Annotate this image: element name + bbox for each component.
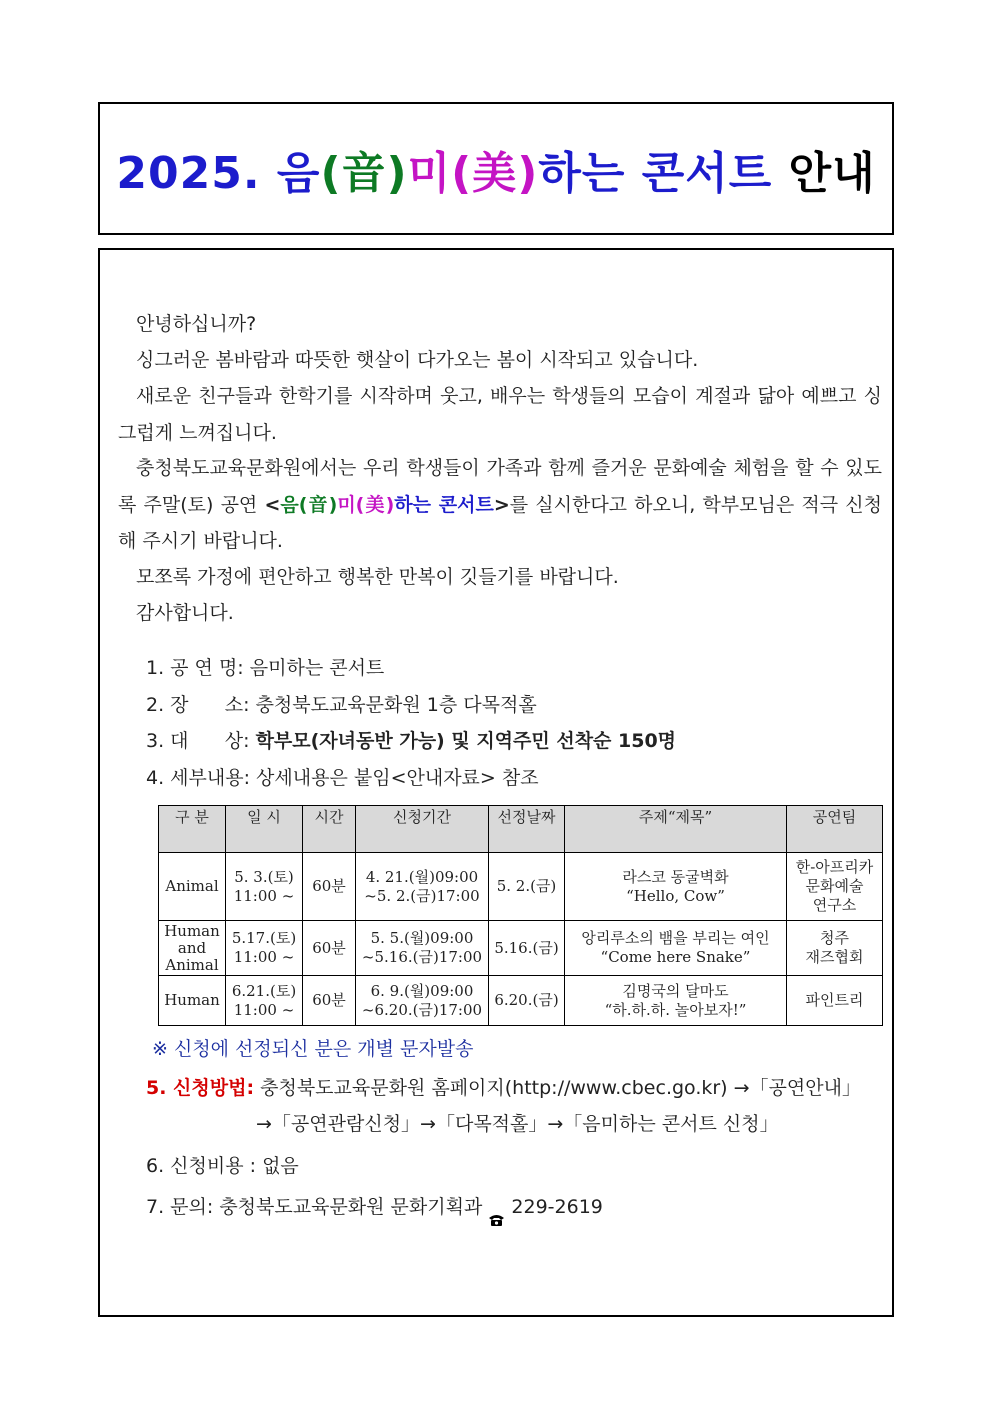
header-theme-line2: “제목” — [667, 808, 713, 826]
cell-theme: 라스코 동굴벽화 “Hello, Cow” — [565, 853, 787, 921]
method-line1 — [146, 1070, 861, 1106]
info-item-details — [146, 760, 886, 797]
header-theme-line1: 주제 — [638, 808, 668, 826]
cell-period: 4. 21.(월)09:00 ~5. 2.(금)17:00 — [356, 853, 489, 921]
cell-team: 청주 재즈협회 — [787, 921, 883, 976]
concert-bracket-close: > — [493, 493, 510, 516]
info-item-name — [146, 650, 886, 687]
application-method — [146, 1070, 861, 1142]
concert-name-rest: 하는 콘서트 — [394, 493, 494, 516]
table-header-row — [159, 806, 883, 853]
info-value: 충청북도교육문화원 1층 다목적홀 — [255, 693, 537, 716]
cell-period: 6. 9.(월)09:00 ~6.20.(금)17:00 — [356, 976, 489, 1026]
cell-theme: 앙리루소의 뱀을 부리는 여인 “Come here Snake” — [565, 921, 787, 976]
cell-time: 60분 — [303, 976, 356, 1026]
info-value: 음미하는 콘서트 — [249, 657, 385, 679]
header-period: 신청기간 — [356, 806, 489, 853]
cell-selection: 5. 2.(금) — [489, 853, 565, 921]
title-word-haneun: 하는 — [538, 147, 626, 199]
cell-selection: 5.16.(금) — [489, 921, 565, 976]
cell-theme: 김명국의 달마도 “하.하.하. 놀아보자!” — [565, 976, 787, 1026]
concert-name-mi: 미(美) — [337, 493, 395, 516]
title-word-annae: 안내 — [788, 147, 876, 199]
header-team: 공연팀 — [787, 806, 883, 853]
table-row — [159, 921, 883, 976]
info-value: 상세내용은 붙임<안내자료> 참조 — [256, 766, 539, 789]
info-label: 1. 공 연 명: — [146, 657, 244, 679]
info-label: 2. 장 소: — [146, 693, 250, 716]
header-date: 일 시 — [226, 806, 303, 853]
cost-and-contact — [146, 1146, 603, 1228]
table-row — [159, 976, 883, 1026]
info-label: 4. 세부내용: — [146, 766, 250, 789]
info-item-target — [146, 723, 886, 760]
cell-category: Animal — [159, 853, 226, 921]
info-list — [146, 650, 886, 796]
cell-team: 한-아프리카 문화예술 연구소 — [787, 853, 883, 921]
concert-bracket-open: < — [264, 493, 281, 516]
header-selection: 선정날짜 — [489, 806, 565, 853]
selection-notice: ※ 신청에 선정되신 분은 개별 문자발송 — [152, 1038, 474, 1060]
method-path-1: 충청북도교육문화원 홈페이지(http://www.cbec.go.kr) →「공연안내」 — [260, 1077, 861, 1099]
info-item-venue — [146, 687, 886, 724]
method-path-2: →「공연관람신청」→「다목적홀」→「음미하는 콘서트 신청」 — [256, 1113, 779, 1135]
cell-team: 파인트리 — [787, 976, 883, 1026]
invitation-text-before: 충청북도교육문화원에서는 우리 학생들이 가족과 함께 즐거운 문화예술 체험을 할 수 있도록 주말(토) 공연 — [118, 457, 882, 516]
cell-period: 5. 5.(월)09:00 ~5.16.(금)17:00 — [356, 921, 489, 976]
title-word-concert: 콘서트 — [641, 147, 773, 199]
title-box — [98, 102, 894, 235]
title-hanja-eum: (音) — [320, 147, 408, 199]
cell-date: 5.17.(토) 11:00 ~ — [226, 921, 303, 976]
paragraph-blessing: 모쪼록 가정에 편안하고 행복한 만복이 깃들기를 바랍니다. — [136, 566, 619, 588]
header-theme — [565, 806, 787, 853]
paragraph-invitation — [118, 450, 882, 560]
cell-time: 60분 — [303, 921, 356, 976]
application-cost: 6. 신청비용 : 없음 — [146, 1155, 299, 1177]
title-word-eum: 음 — [276, 147, 321, 199]
title-year: 2025. — [116, 147, 261, 199]
contact-line — [146, 1187, 603, 1228]
cell-time: 60분 — [303, 853, 356, 921]
cell-date: 5. 3.(토) 11:00 ~ — [226, 853, 303, 921]
cell-category: Human — [159, 976, 226, 1026]
contact-label: 7. 문의: — [146, 1196, 214, 1218]
closing-thanks: 감사합니다. — [136, 602, 234, 624]
header-time: 시간 — [303, 806, 356, 853]
concert-name-eum: 음(音) — [280, 493, 338, 516]
table-row — [159, 853, 883, 921]
title-word-mi: 미 — [407, 147, 452, 199]
telephone-icon — [488, 1201, 505, 1215]
contact-dept: 충청북도교육문화원 문화기획과 — [219, 1196, 483, 1218]
invitation-text-after: 를 실시한다고 하오니, 학부모님은 적극 신청해 주시기 바랍니다. — [118, 493, 882, 552]
info-label: 3. 대 상: — [146, 730, 250, 752]
method-label: 5. 신청방법: — [146, 1077, 255, 1099]
title-hanja-mi: (美) — [451, 147, 539, 199]
schedule-table — [158, 805, 883, 1026]
header-category: 구 분 — [159, 806, 226, 853]
cell-category: Human and Animal — [159, 921, 226, 976]
cell-selection: 6.20.(금) — [489, 976, 565, 1026]
greeting: 안녕하십니까? — [136, 313, 257, 335]
cell-date: 6.21.(토) 11:00 ~ — [226, 976, 303, 1026]
contact-phone: 229-2619 — [511, 1196, 603, 1218]
main-content-box — [98, 248, 894, 1317]
info-value: 학부모(자녀동반 가능) 및 지역주민 선착순 150명 — [255, 730, 677, 752]
paragraph-spring: 싱그러운 봄바람과 따뜻한 햇살이 다가오는 봄이 시작되고 있습니다. — [136, 349, 699, 371]
paragraph-students: 새로운 친구들과 한학기를 시작하며 웃고, 배우는 학생들의 모습이 계절과 닮아 예쁘고 싱그럽게 느껴집니다. — [118, 385, 882, 444]
page-title — [116, 137, 875, 201]
